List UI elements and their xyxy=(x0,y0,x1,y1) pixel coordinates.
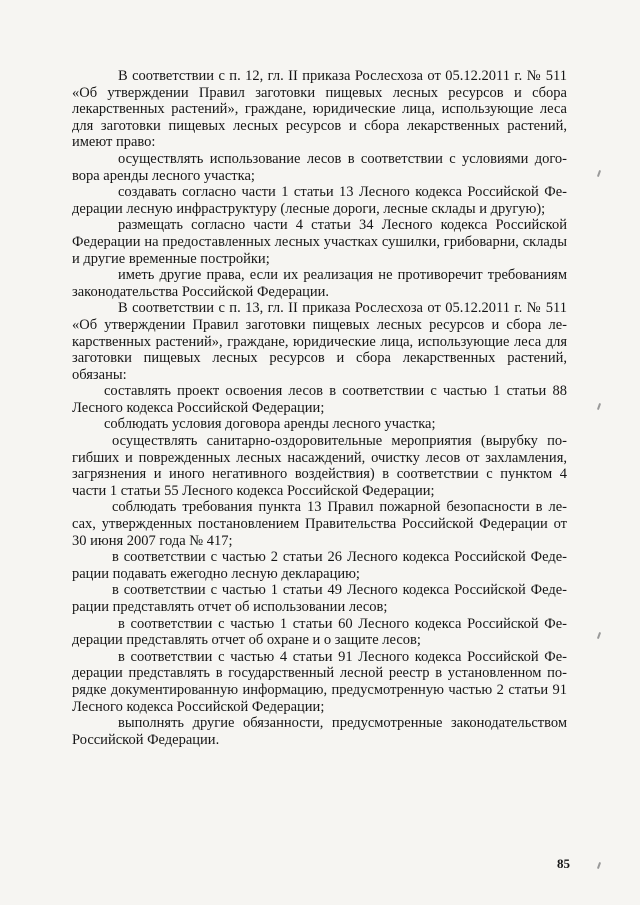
scan-speck xyxy=(597,170,601,177)
paragraph-duty-forest-declaration: в соответствии с частью 2 статьи 26 Лесного кодекса Российской Федерации подавать ежегодно лесную декларацию; xyxy=(72,549,567,582)
paragraph-duty-sanitary-measures: осуществлять санитарно-оздоровительные мероприятия (вырубку погибших и поврежденных лесных насаждений, очистку лесов от захламления, загрязнения и иного негативного воздействия) в соответствии с пунктом 4 части 1 статьи 55 Лесного кодекса Российской Федерации; xyxy=(72,433,567,499)
paragraph-duty-usage-report: в соответствии с частью 1 статьи 49 Лесного кодекса Российской Федерации представлять отчет об использовании лесов; xyxy=(72,582,567,615)
scan-speck xyxy=(597,403,601,410)
paragraph-duty-protection-report: в соответствии с частью 1 статьи 60 Лесного кодекса Российской Федерации представлять отчет об охране и о защите лесов; xyxy=(72,615,567,649)
paragraph-right-other: иметь другие права, если их реализация не противоречит требованиям законодательства Российской Федерации. xyxy=(72,267,567,300)
paragraph-right-infrastructure: создавать согласно части 1 статьи 13 Лесного кодекса Российской Федерации лесную инфраструктуру (лесные дороги, лесные склады и другую); xyxy=(72,184,567,217)
paragraph-right-use-forests: осуществлять использование лесов в соответствии с условиями договора аренды лесного участка; xyxy=(72,150,567,184)
paragraph-duty-lease-terms: соблюдать условия договора аренды лесного участка; xyxy=(104,416,436,433)
paragraph-clause-12: В соответствии с п. 12, гл. II приказа Рослесхоза от 05.12.2011 г. № 511 «Об утверждении Правил заготовки пищевых лесных ресурсов и сбора лекарственных растений», граждане, юридические лица, использующие леса для заготовки пищевых лесных ресурсов и сбора лекарственных растений, имеют право: xyxy=(72,68,567,151)
scan-speck xyxy=(597,632,601,639)
paragraph-duty-other: выполнять другие обязанности, предусмотренные законодательством Российской Федерации. xyxy=(72,715,567,748)
paragraph-duty-fire-safety: соблюдать требования пункта 13 Правил пожарной безопасности в лесах, утвержденных постановлением Правительства Российской Федерации от 30 июня 2007 года № 417; xyxy=(72,499,567,549)
paragraph-right-temporary-buildings: размещать согласно части 4 статьи 34 Лесного кодекса Российской Федерации на предоставленных лесных участках сушилки, грибоварни, склады и другие временные постройки; xyxy=(72,217,567,267)
document-body xyxy=(72,68,567,748)
paragraph-duty-forest-registry: в соответствии с частью 4 статьи 91 Лесного кодекса Российской Федерации представлять в государственный лесной реестр в установленном порядке документированную информацию, предусмотренную частью 2 статьи 91 Лесного кодекса Российской Федерации; xyxy=(72,648,567,715)
paragraph-duty-development-project: составлять проект освоения лесов в соответствии с частью 1 статьи 88 Лесного кодекса Российской Федерации; xyxy=(72,383,567,416)
scan-speck xyxy=(597,862,601,869)
paragraph-clause-13: В соответствии с п. 13, гл. II приказа Рослесхоза от 05.12.2011 г. № 511 «Об утверждении Правил заготовки пищевых лесных ресурсов и сбора лекарственных растений», граждане, юридические лица, использующие леса для заготовки пищевых лесных ресурсов и сбора лекарственных растений, обязаны: xyxy=(72,300,567,383)
page-number: 85 xyxy=(557,856,570,871)
